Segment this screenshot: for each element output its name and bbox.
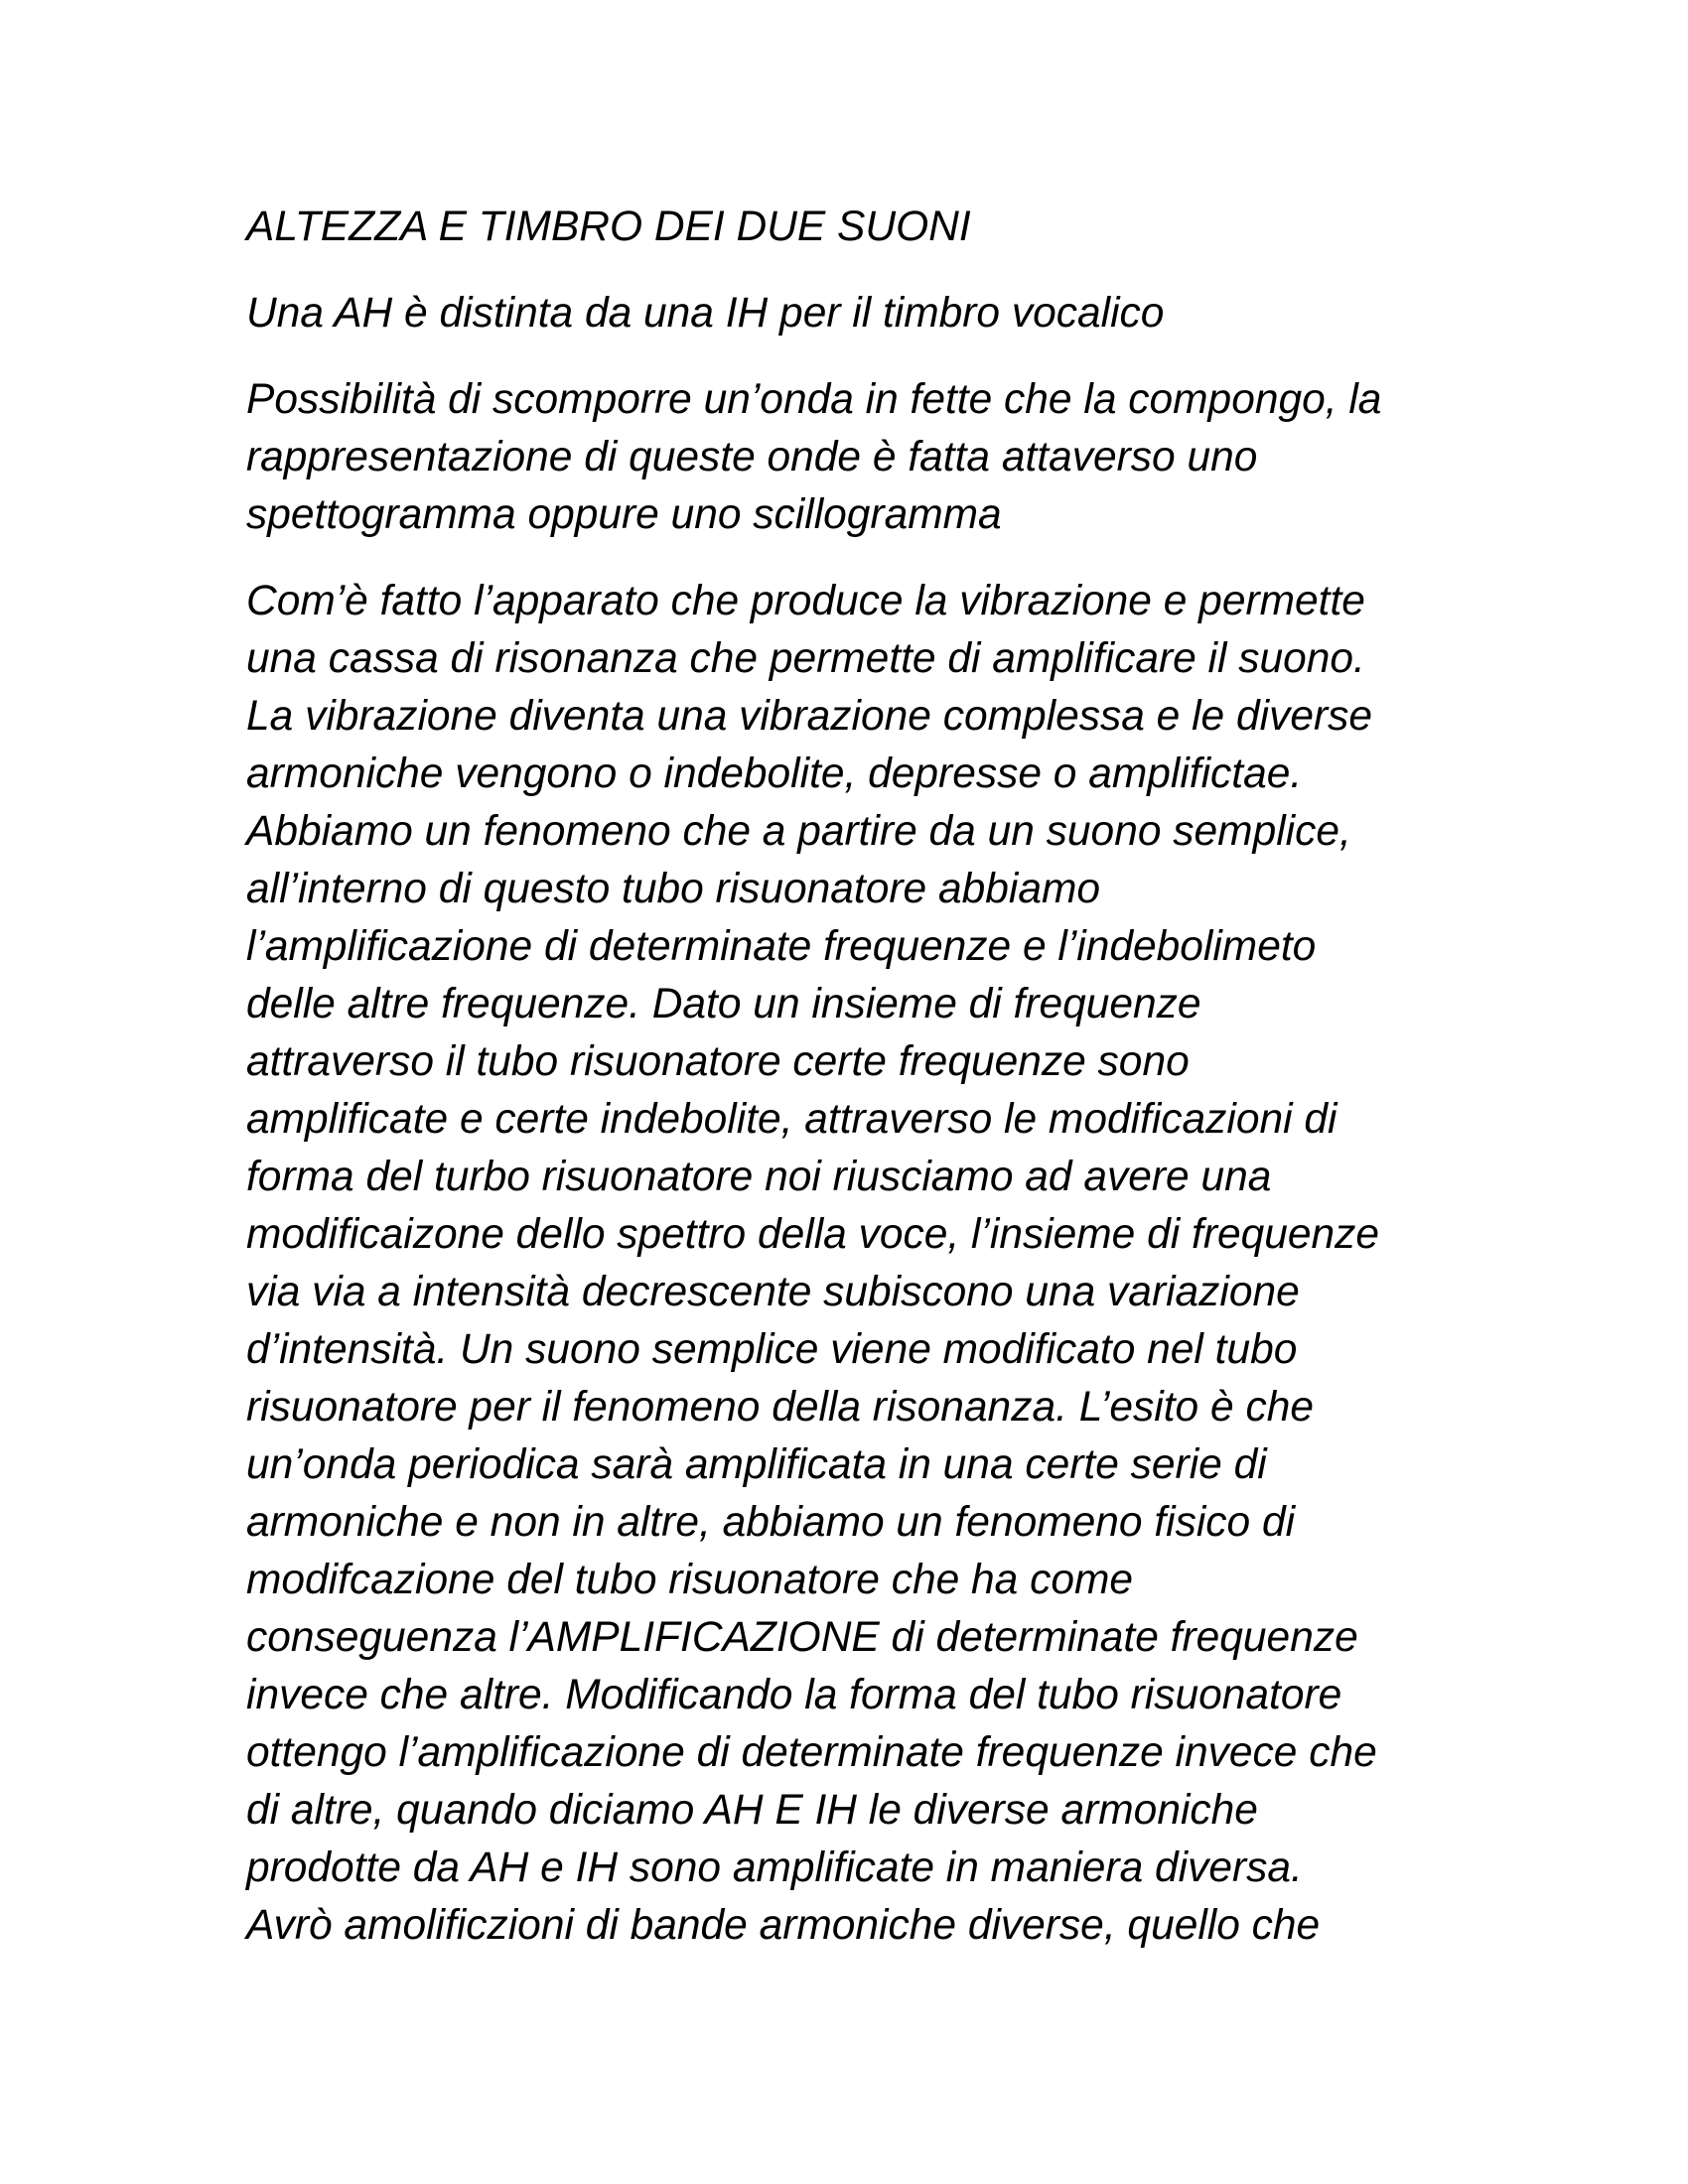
- paragraph-line: delle altre frequenze. Dato un insieme di frequenze: [246, 981, 1201, 1027]
- paragraph-line: una cassa di risonanza che permette di amplificare il suono.: [246, 635, 1365, 682]
- paragraph-line: un’onda periodica sarà amplificata in una certe serie di: [246, 1441, 1267, 1488]
- paragraph-line: attraverso il tubo risuonatore certe frequenze sono: [246, 1038, 1190, 1085]
- paragraph-resonance: [246, 573, 1497, 1955]
- paragraph-line: Avrò amolificzioni di bande armoniche diverse, quello che: [246, 1902, 1321, 1949]
- paragraph-line: invece che altre. Modificando la forma del tubo risuonatore: [246, 1672, 1342, 1718]
- paragraph-line: Com’è fatto l’apparato che produce la vibrazione e permette: [246, 578, 1365, 624]
- paragraph-line: rappresentazione di queste onde è fatta attaverso uno: [246, 434, 1258, 480]
- paragraph-line: Possibilità di scomporre un’onda in fette che la compongo, la: [246, 376, 1382, 423]
- paragraph-line: spettogramma oppure uno scillogramma: [246, 491, 1002, 538]
- paragraph-line: armoniche e non in altre, abbiamo un fenomeno fisico di: [246, 1499, 1296, 1546]
- paragraph-line: prodotte da AH e IH sono amplificate in maniera diversa.: [246, 1844, 1303, 1891]
- paragraph-line: modificaizone dello spettro della voce, l’insieme di frequenze: [246, 1211, 1380, 1258]
- paragraph-line: ottengo l’amplificazione di determinate frequenze invece che: [246, 1729, 1377, 1776]
- document-title: ALTEZZA E TIMBRO DEI DUE SUONI: [246, 204, 971, 250]
- paragraph-line: forma del turbo risuonatore noi riusciamo ad avere una: [246, 1154, 1272, 1200]
- paragraph-line: all’interno di questo tubo risuonatore abbiamo: [246, 866, 1101, 912]
- paragraph-line: amplificate e certe indebolite, attraverso le modificazioni di: [246, 1096, 1337, 1143]
- paragraph-decomposition: [246, 371, 1497, 544]
- paragraph-line: di altre, quando diciamo AH E IH le diverse armoniche: [246, 1787, 1258, 1834]
- document-body: [246, 199, 1497, 1955]
- paragraph-line: d’intensità. Un suono semplice viene modificato nel tubo: [246, 1326, 1298, 1373]
- paragraph-line: modifcazione del tubo risuonatore che ha come: [246, 1557, 1134, 1603]
- paragraph-line: via via a intensità decrescente subiscono una variazione: [246, 1269, 1300, 1315]
- paragraph-line: Abbiamo un fenomeno che a partire da un suono semplice,: [246, 808, 1351, 855]
- paragraph-line: armoniche vengono o indebolite, depresse o amplifictae.: [246, 751, 1303, 797]
- paragraph-line: Una AH è distinta da una IH per il timbro vocalico: [246, 290, 1165, 337]
- paragraph-line: risuonatore per il fenomeno della risonanza. L’esito è che: [246, 1384, 1314, 1431]
- paragraph-line: La vibrazione diventa una vibrazione complessa e le diverse: [246, 693, 1372, 740]
- paragraph-line: l’amplificazione di determinate frequenze e l’indebolimeto: [246, 923, 1317, 970]
- paragraph-timbre: [246, 285, 1497, 342]
- paragraph-line: conseguenza l’AMPLIFICAZIONE di determinate frequenze: [246, 1614, 1358, 1661]
